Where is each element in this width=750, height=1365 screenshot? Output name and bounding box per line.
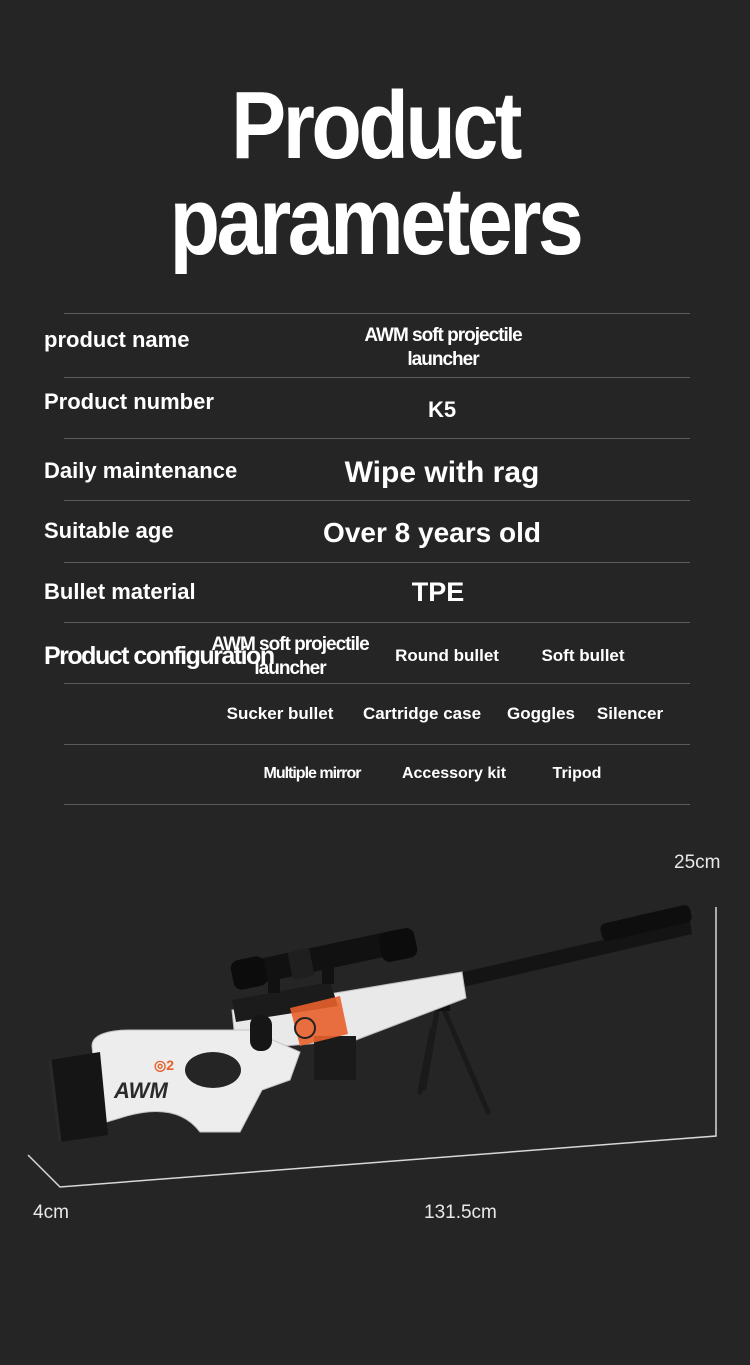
config-item-launcher-line2: launcher: [254, 658, 326, 679]
product-name-value-line1: AWM soft projectile: [364, 325, 522, 346]
product-number-label: Product number: [44, 389, 214, 414]
daily-maintenance-value: Wipe with rag: [344, 456, 540, 489]
product-name-label: product name: [44, 327, 190, 352]
config-item-soft-bullet: Soft bullet: [541, 646, 625, 665]
suitable-age-value: Over 8 years old: [323, 517, 541, 548]
awm-logo: AWM: [114, 1078, 168, 1103]
grip-hole: [185, 1052, 241, 1088]
dimension-height: 25cm: [674, 852, 721, 873]
dimension-length: 131.5cm: [424, 1202, 497, 1223]
product-number-value: K5: [427, 397, 457, 422]
svg-text:◎2: ◎2: [154, 1057, 175, 1073]
config-item-cartridge-case: Cartridge case: [362, 704, 482, 723]
config-item-multiple-mirror: Multiple mirror: [263, 765, 361, 782]
bullet-material-value: TPE: [411, 577, 465, 607]
config-item-accessory-kit: Accessory kit: [401, 765, 507, 782]
page-title: Product parameters: [169, 72, 581, 275]
product-name-value-line2: launcher: [407, 349, 479, 370]
bolt-handle: [250, 1015, 272, 1051]
bullet-material-label: Bullet material: [44, 579, 196, 604]
config-item-goggles: Goggles: [506, 704, 575, 723]
dimension-depth: 4cm: [33, 1202, 69, 1223]
product-configuration-label: Product configuration: [44, 642, 274, 670]
config-item-round-bullet: Round bullet: [395, 646, 499, 665]
config-item-silencer: Silencer: [596, 704, 664, 723]
bipod: [420, 1005, 488, 1112]
scope: [229, 927, 418, 993]
suitable-age-label: Suitable age: [44, 518, 174, 543]
daily-maintenance-label: Daily maintenance: [44, 458, 238, 483]
config-item-tripod: Tripod: [552, 765, 602, 782]
config-item-sucker-bullet: Sucker bullet: [226, 704, 334, 723]
magazine: [314, 1036, 356, 1080]
config-item-launcher-line1: AWM soft projectile: [211, 634, 369, 655]
